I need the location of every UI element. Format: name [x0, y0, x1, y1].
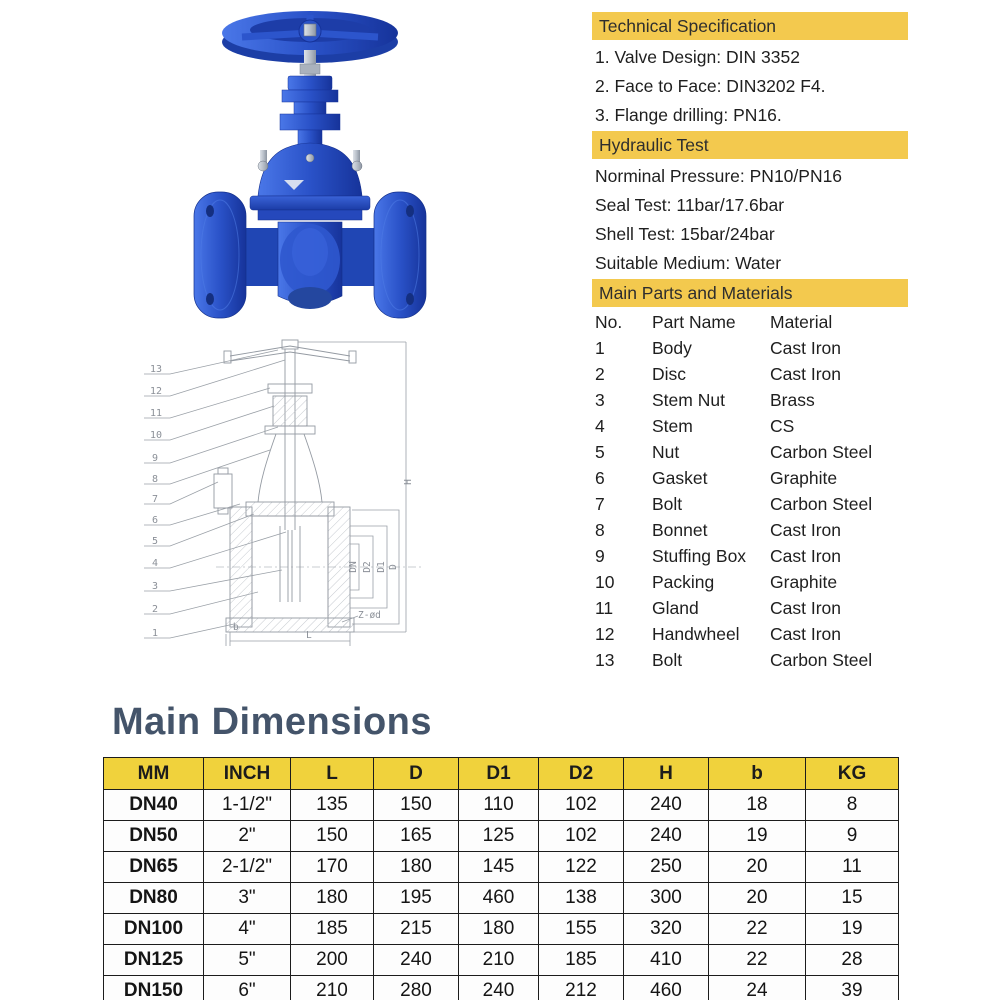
- dimensions-header-cell: D1: [459, 758, 539, 790]
- part-no: 12: [595, 624, 615, 644]
- technical-spec-list: [592, 40, 908, 131]
- parts-row: [595, 543, 908, 569]
- callout-12: 12: [150, 386, 163, 397]
- part-material: Cast Iron: [770, 520, 841, 540]
- cell-l: 210: [291, 976, 374, 1000]
- cell-mm: DN80: [104, 883, 204, 914]
- part-name: Handwheel: [652, 624, 740, 644]
- part-no: 4: [595, 416, 605, 436]
- valve-outline: [214, 340, 422, 632]
- table-row: [104, 821, 899, 852]
- part-material: Brass: [770, 390, 815, 410]
- callout-8: 8: [152, 474, 159, 485]
- cell-d: 280: [374, 976, 459, 1000]
- part-no: 13: [595, 650, 615, 670]
- valve-stem: [280, 50, 340, 146]
- part-no: 10: [595, 572, 615, 592]
- callout-5: 5: [152, 536, 159, 547]
- callout-1: 1: [152, 628, 159, 639]
- part-material: Carbon Steel: [770, 650, 873, 670]
- callout-leader-lines: [144, 350, 286, 638]
- part-material: Graphite: [770, 572, 838, 592]
- spec-line: 2. Face to Face: DIN3202 F4.: [595, 76, 826, 96]
- part-name: Gland: [652, 598, 699, 618]
- parts-row: [595, 439, 908, 465]
- callout-11: 11: [150, 408, 163, 419]
- cell-h: 240: [624, 790, 709, 821]
- dimensions-header-row: [104, 758, 899, 790]
- dimensions-header-cell: L: [291, 758, 374, 790]
- valve-product-photo: [180, 0, 440, 320]
- cell-d: 240: [374, 945, 459, 976]
- table-row: [104, 914, 899, 945]
- parts-row: [595, 621, 908, 647]
- part-material: Cast Iron: [770, 364, 841, 384]
- part-material: Cast Iron: [770, 338, 841, 358]
- hydraulic-test-list: [592, 159, 908, 279]
- cell-b: 20: [709, 883, 806, 914]
- cell-inch: 1-1/2": [204, 790, 291, 821]
- bonnet: [250, 143, 370, 220]
- part-material: Carbon Steel: [770, 442, 873, 462]
- dimensions-table-body: [104, 790, 899, 1000]
- cell-d1: 145: [459, 852, 539, 883]
- parts-row: [595, 595, 908, 621]
- cell-kg: 28: [806, 945, 899, 976]
- part-name: Stem Nut: [652, 390, 725, 410]
- cell-d: 165: [374, 821, 459, 852]
- dim-label-d1: D1: [376, 561, 387, 573]
- part-no: 1: [595, 338, 605, 358]
- cell-d2: 102: [539, 821, 624, 852]
- dimensions-table: [103, 757, 899, 1000]
- cell-d1: 125: [459, 821, 539, 852]
- table-row: [104, 945, 899, 976]
- spec-line: 3. Flange drilling: PN16.: [595, 105, 782, 125]
- part-no: 11: [595, 598, 614, 618]
- cell-b: 22: [709, 914, 806, 945]
- dimensions-header-cell: D2: [539, 758, 624, 790]
- table-row: [104, 852, 899, 883]
- part-no: 9: [595, 546, 605, 566]
- spec-line: Suitable Medium: Water: [595, 253, 782, 273]
- part-no: 2: [595, 364, 605, 384]
- cell-kg: 39: [806, 976, 899, 1000]
- table-row: [104, 883, 899, 914]
- dim-label-d: D: [388, 564, 399, 570]
- cell-d: 215: [374, 914, 459, 945]
- cell-b: 24: [709, 976, 806, 1000]
- dimension-lines: [226, 342, 406, 646]
- part-name: Stem: [652, 416, 693, 436]
- section-header-technical-specification: Technical Specification: [592, 12, 908, 40]
- cell-inch: 5": [204, 945, 291, 976]
- cell-h: 250: [624, 852, 709, 883]
- parts-header-row: [595, 309, 908, 335]
- parts-row: [595, 517, 908, 543]
- cell-kg: 11: [806, 852, 899, 883]
- spec-line: Shell Test: 15bar/24bar: [595, 224, 775, 244]
- cell-kg: 15: [806, 883, 899, 914]
- part-no: 7: [595, 494, 605, 514]
- part-name: Gasket: [652, 468, 708, 488]
- callout-9: 9: [152, 453, 159, 464]
- dimensions-header-cell: H: [624, 758, 709, 790]
- cell-b: 19: [709, 821, 806, 852]
- dim-label-b: b: [233, 622, 239, 633]
- cell-b: 20: [709, 852, 806, 883]
- cell-d: 195: [374, 883, 459, 914]
- main-dimensions-title: Main Dimensions: [112, 701, 432, 743]
- parts-and-materials: [592, 307, 908, 673]
- cell-h: 410: [624, 945, 709, 976]
- cell-mm: DN50: [104, 821, 204, 852]
- dimensions-header-cell: INCH: [204, 758, 291, 790]
- cell-b: 18: [709, 790, 806, 821]
- part-name: Bonnet: [652, 520, 708, 540]
- parts-row: [595, 491, 908, 517]
- cell-mm: DN100: [104, 914, 204, 945]
- cell-d: 180: [374, 852, 459, 883]
- cell-d1: 180: [459, 914, 539, 945]
- part-material: Cast Iron: [770, 598, 841, 618]
- part-name: Bolt: [652, 494, 683, 514]
- section-header-main-parts: Main Parts and Materials: [592, 279, 908, 307]
- parts-header-no: No.: [595, 312, 623, 332]
- part-no: 8: [595, 520, 605, 540]
- part-material: Cast Iron: [770, 624, 841, 644]
- cell-d2: 185: [539, 945, 624, 976]
- part-material: Graphite: [770, 468, 838, 488]
- parts-rows: [595, 335, 908, 673]
- cell-kg: 9: [806, 821, 899, 852]
- spec-line: Norminal Pressure: PN10/PN16: [595, 166, 843, 186]
- cell-l: 170: [291, 852, 374, 883]
- part-material: Cast Iron: [770, 546, 841, 566]
- parts-row: [595, 387, 908, 413]
- part-no: 6: [595, 468, 605, 488]
- parts-row: [595, 361, 908, 387]
- parts-header-name: Part Name: [652, 312, 736, 332]
- callout-3: 3: [152, 581, 159, 592]
- dim-label-h: H: [403, 479, 414, 485]
- cell-b: 22: [709, 945, 806, 976]
- callout-10: 10: [150, 430, 163, 441]
- spec-line: 1. Valve Design: DIN 3352: [595, 47, 800, 67]
- cell-h: 240: [624, 821, 709, 852]
- callout-numbers: [150, 364, 162, 639]
- part-name: Bolt: [652, 650, 683, 670]
- cell-mm: DN150: [104, 976, 204, 1000]
- cell-inch: 2": [204, 821, 291, 852]
- cell-inch: 4": [204, 914, 291, 945]
- cell-l: 135: [291, 790, 374, 821]
- parts-row: [595, 413, 908, 439]
- dimensions-header-cell: KG: [806, 758, 899, 790]
- callout-6: 6: [152, 515, 159, 526]
- cell-d2: 155: [539, 914, 624, 945]
- cell-mm: DN125: [104, 945, 204, 976]
- cell-h: 320: [624, 914, 709, 945]
- cell-d2: 122: [539, 852, 624, 883]
- cell-mm: DN65: [104, 852, 204, 883]
- callout-13: 13: [150, 364, 163, 375]
- part-name: Nut: [652, 442, 680, 462]
- cell-d2: 138: [539, 883, 624, 914]
- cell-d1: 210: [459, 945, 539, 976]
- cell-kg: 8: [806, 790, 899, 821]
- cell-d2: 102: [539, 790, 624, 821]
- parts-row: [595, 569, 908, 595]
- parts-header-material: Material: [770, 312, 833, 332]
- parts-row: [595, 647, 908, 673]
- part-name: Stuffing Box: [652, 546, 747, 566]
- cell-mm: DN40: [104, 790, 204, 821]
- dimensions-table-head: [104, 758, 899, 790]
- cell-l: 200: [291, 945, 374, 976]
- part-name: Body: [652, 338, 692, 358]
- cell-inch: 3": [204, 883, 291, 914]
- callout-2: 2: [152, 604, 159, 615]
- part-name: Disc: [652, 364, 687, 384]
- part-no: 3: [595, 390, 605, 410]
- dim-label-l: L: [306, 630, 312, 641]
- cell-inch: 2-1/2": [204, 852, 291, 883]
- cell-l: 180: [291, 883, 374, 914]
- dimensions-header-cell: b: [709, 758, 806, 790]
- spec-line: Seal Test: 11bar/17.6bar: [595, 195, 785, 215]
- table-row: [104, 976, 899, 1000]
- cell-kg: 19: [806, 914, 899, 945]
- parts-row: [595, 335, 908, 361]
- cell-h: 300: [624, 883, 709, 914]
- cell-d: 150: [374, 790, 459, 821]
- dimensions-header-cell: MM: [104, 758, 204, 790]
- cell-d2: 212: [539, 976, 624, 1000]
- gate-valve-photo-illustration: [180, 0, 440, 320]
- table-row: [104, 790, 899, 821]
- part-no: 5: [595, 442, 605, 462]
- part-name: Packing: [652, 572, 715, 592]
- cell-l: 150: [291, 821, 374, 852]
- dimensions-header-cell: D: [374, 758, 459, 790]
- callout-4: 4: [152, 558, 159, 569]
- section-header-hydraulic-test: Hydraulic Test: [592, 131, 908, 159]
- callout-7: 7: [152, 494, 159, 505]
- part-material: CS: [770, 416, 795, 436]
- parts-row: [595, 465, 908, 491]
- cell-h: 460: [624, 976, 709, 1000]
- dim-label-d2: D2: [362, 561, 373, 573]
- spec-column: [592, 12, 908, 673]
- cell-d1: 110: [459, 790, 539, 821]
- dim-label-z-od: Z-ød: [358, 610, 381, 621]
- cell-l: 185: [291, 914, 374, 945]
- dim-label-dn: DN: [348, 561, 359, 573]
- technical-cross-section-drawing: [130, 330, 510, 660]
- cell-d1: 460: [459, 883, 539, 914]
- cell-d1: 240: [459, 976, 539, 1000]
- cell-inch: 6": [204, 976, 291, 1000]
- part-material: Carbon Steel: [770, 494, 873, 514]
